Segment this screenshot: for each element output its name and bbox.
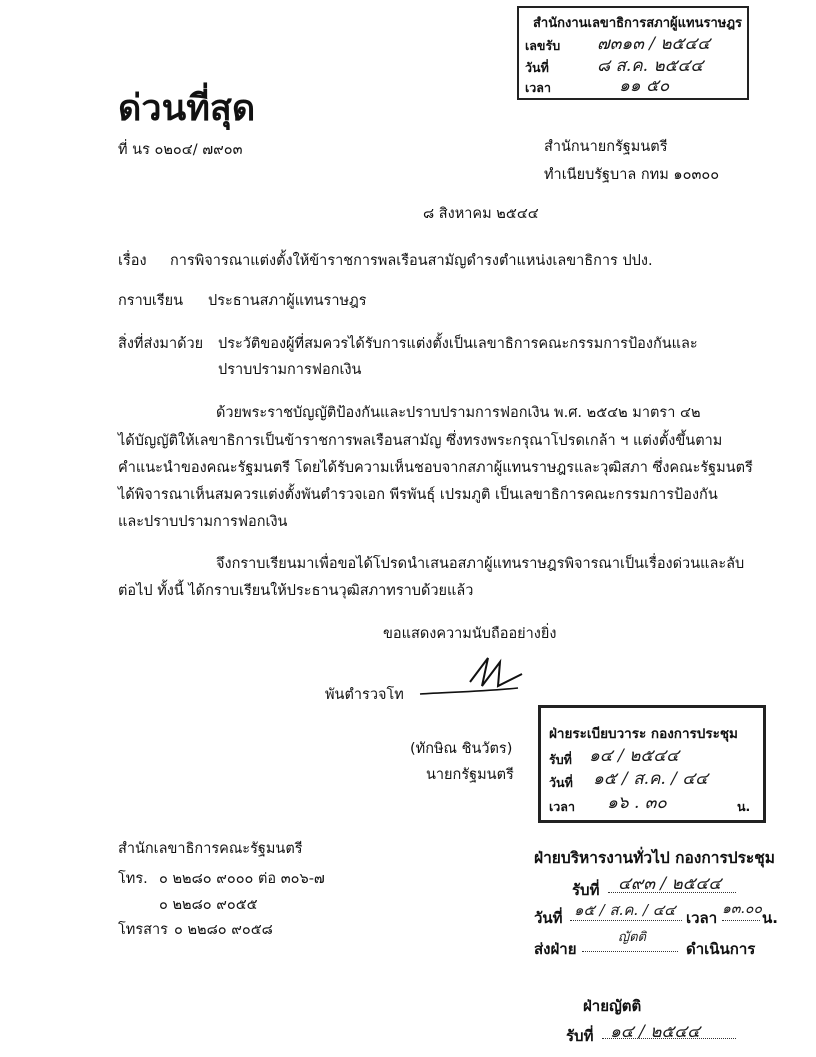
- enclosure-line-1: ประวัติของผู้ที่สมควรได้รับการแต่งตั้งเป็นเลขาธิการคณะกรรมการป้องกันและ: [218, 336, 698, 352]
- general-admin-time-unit: น.: [762, 909, 778, 927]
- handwritten-signature: [418, 652, 528, 702]
- motion-stamp-receive-label: รับที่: [566, 1027, 594, 1045]
- receipt-stamp-title: สำนักงานเลขาธิการสภาผู้แทนราษฎร: [533, 16, 743, 31]
- general-admin-receive-value: ๔๙๓ / ๒๕๔๔: [618, 874, 722, 894]
- meeting-stamp-time-unit: น.: [737, 799, 751, 814]
- general-admin-time-label: เวลา: [686, 909, 718, 927]
- urgency-heading: ด่วนที่สุด: [118, 87, 256, 129]
- receipt-stamp-time-value: ๑๑ ๕๐: [619, 76, 670, 96]
- meeting-stamp-time-label: เวลา: [549, 799, 575, 814]
- recipient-text: ประธานสภาผู้แทนราษฎร: [208, 293, 367, 309]
- signature-rank: พันตำรวจโท: [325, 687, 404, 703]
- contact-office: สำนักเลขาธิการคณะรัฐมนตรี: [118, 841, 303, 857]
- general-admin-send-label: ส่งฝ่าย: [534, 940, 577, 958]
- enclosure-line-2: ปราบปรามการฟอกเงิน: [218, 362, 362, 378]
- general-admin-send-value: ญัตติ: [618, 930, 646, 945]
- receipt-stamp-number-label: เลขรับ: [525, 38, 561, 53]
- contact-phone-2: ๐ ๒๒๘๐ ๙๐๕๕: [159, 897, 258, 913]
- contact-phone-1: ๐ ๒๒๘๐ ๙๐๐๐ ต่อ ๓๐๖-๗: [159, 871, 325, 887]
- contact-fax-label: โทรสาร: [118, 922, 168, 938]
- body-paragraph-1-line: ได้พิจารณาเห็นสมควรแต่งตั้งพันตำรวจเอก พีรพันธุ์ เปรมภูติ เป็นเลขาธิการคณะกรรมการป้องกัน: [118, 487, 718, 503]
- general-admin-date-label: วันที่: [534, 909, 563, 927]
- subject-text: การพิจารณาแต่งตั้งให้ข้าราชการพลเรือนสามัญดำรงตำแหน่งเลขาธิการ ปปง.: [170, 253, 653, 269]
- receipt-stamp-date-label: วันที่: [525, 60, 549, 75]
- body-paragraph-2-line: ต่อไป ทั้งนี้ ได้กราบเรียนให้ประธานวุฒิสภาทราบด้วยแล้ว: [118, 583, 474, 599]
- general-admin-receive-label: รับที่: [572, 881, 600, 899]
- body-paragraph-1-line: ได้บัญญัติให้เลขาธิการเป็นข้าราชการพลเรือนสามัญ ซึ่งทรงพระกรุณาโปรดเกล้า ฯ แต่งตั้งขึ้นตาม: [118, 433, 723, 449]
- general-admin-send-suffix: ดำเนินการ: [686, 940, 756, 958]
- contact-phone-label: โทร.: [118, 871, 148, 887]
- meeting-stamp-time-value: ๑๖ . ๓๐: [607, 793, 667, 813]
- signatory-name: (ทักษิณ ชินวัตร): [410, 741, 513, 757]
- document-date: ๘ สิงหาคม ๒๕๔๔: [423, 206, 539, 222]
- body-paragraph-1-line: คำแนะนำของคณะรัฐมนตรี โดยได้รับความเห็นชอบจากสภาผู้แทนราษฎรและวุฒิสภา ซึ่งคณะรัฐมนตรี: [118, 460, 753, 476]
- subject-label: เรื่อง: [118, 253, 147, 269]
- body-paragraph-1-line: และปราบปรามการฟอกเงิน: [118, 514, 288, 530]
- meeting-agenda-stamp: [538, 705, 766, 823]
- meeting-stamp-date-label: วันที่: [549, 775, 573, 790]
- meeting-stamp-receive-label: รับที่: [549, 752, 572, 767]
- sender-office: สำนักนายกรัฐมนตรี: [544, 139, 668, 155]
- receipt-stamp-date-value: ๘ ส.ค. ๒๕๔๔: [597, 56, 704, 76]
- meeting-stamp-date-value: ๑๕ / ส.ค. / ๔๔: [593, 769, 709, 789]
- body-paragraph-2-line: จึงกราบเรียนมาเพื่อขอได้โปรดนำเสนอสภาผู้แทนราษฎรพิจารณาเป็นเรื่องด่วนและลับ: [216, 556, 745, 572]
- receipt-stamp: [517, 6, 749, 100]
- recipient-label: กราบเรียน: [118, 293, 184, 309]
- general-admin-send-line: [582, 951, 678, 952]
- general-admin-stamp-title: ฝ่ายบริหารงานทั่วไป กองการประชุม: [534, 849, 775, 867]
- motion-stamp-title: ฝ่ายญัตติ: [583, 997, 642, 1015]
- sender-address: ทำเนียบรัฐบาล กทม ๑๐๓๐๐: [544, 167, 720, 183]
- enclosure-label: สิ่งที่ส่งมาด้วย: [118, 336, 204, 352]
- general-admin-time-line: [722, 920, 760, 921]
- closing-text: ขอแสดงความนับถืออย่างยิ่ง: [383, 626, 557, 642]
- general-admin-date-value: ๑๕ / ส.ค. / ๔๔: [574, 901, 676, 919]
- meeting-stamp-title: ฝ่ายระเบียบวาระ กองการประชุม: [549, 726, 738, 742]
- signatory-position: นายกรัฐมนตรี: [426, 767, 514, 783]
- document-number: ที่ นร ๐๒๐๔/ ๗๙๐๓: [118, 142, 243, 158]
- receipt-stamp-time-label: เวลา: [525, 80, 551, 95]
- general-admin-time-value: ๑๓.๐๐: [722, 901, 762, 917]
- meeting-stamp-receive-value: ๑๔ / ๒๕๔๔: [589, 746, 679, 766]
- contact-fax: ๐ ๒๒๘๐ ๙๐๕๘: [174, 922, 273, 938]
- motion-stamp-receive-value: ๑๔ / ๒๕๔๔: [610, 1022, 700, 1042]
- body-paragraph-1-line: ด้วยพระราชบัญญัติป้องกันและปราบปรามการฟอกเงิน พ.ศ. ๒๕๔๒ มาตรา ๔๒: [216, 405, 701, 421]
- receipt-stamp-number-value: ๗๓๑๓ / ๒๕๔๔: [597, 34, 711, 54]
